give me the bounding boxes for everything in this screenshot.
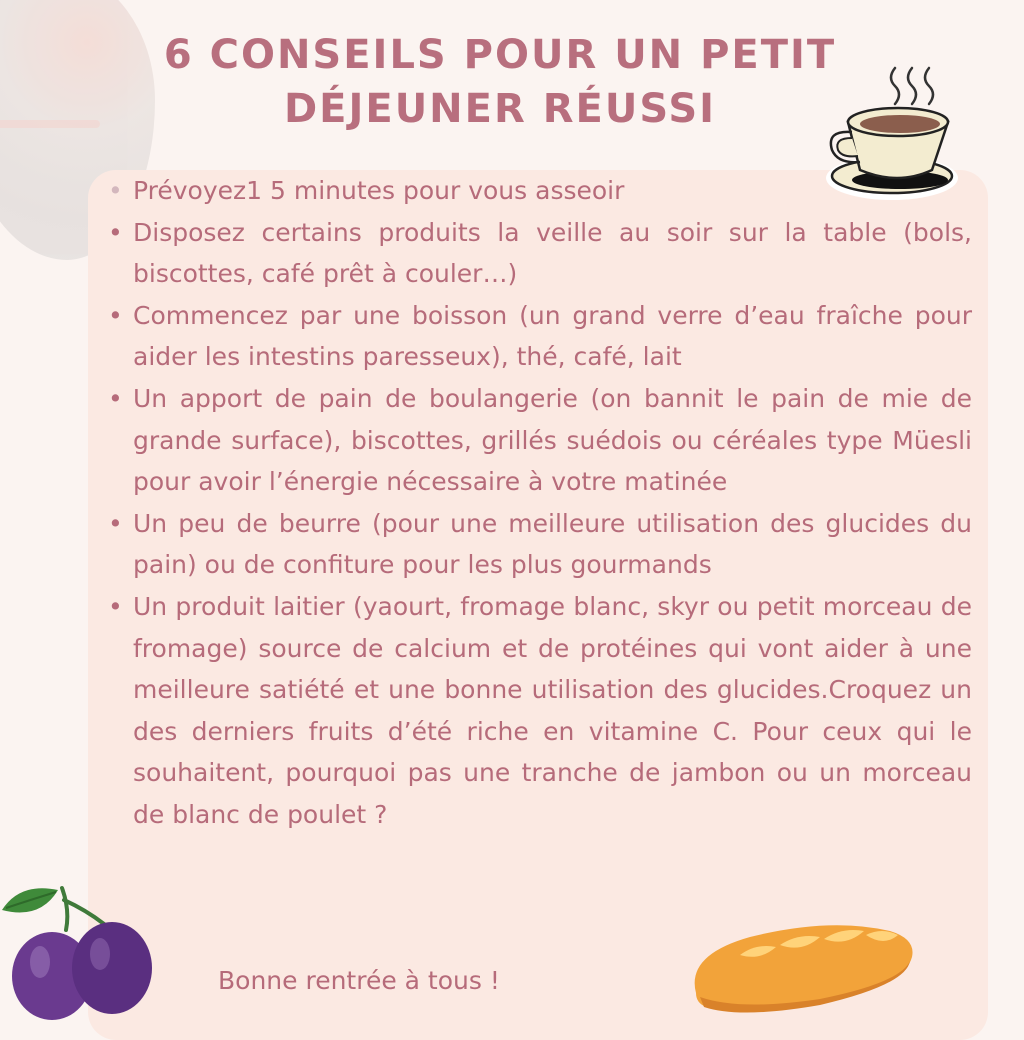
bullet: • [108,300,123,330]
closing-message: Bonne rentrée à tous ! [218,966,500,995]
list-item [108,212,972,295]
list-item [108,503,972,586]
list-item [108,586,972,836]
bullet: • [108,508,123,538]
tip-text: Commencez par une boisson (un grand verre d’eau fraîche pour aider les intestins paresseux), thé, café, lait [133,300,972,372]
list-item [108,378,972,503]
tip-text: Prévoyez1 5 minutes pour vous asseoir [133,176,625,205]
page-title [120,28,880,136]
tip-text: Un peu de beurre (pour une meilleure utilisation des glucides du pain) ou de confiture pour les plus gourmands [133,508,972,580]
tip-text: Disposez certains produits la veille au soir sur la table (bols, biscottes, café prêt à couler…) [133,217,972,289]
bullet: • [108,383,123,413]
list-item [108,295,972,378]
bullet: • [108,591,123,621]
plums-icon [0,880,160,1024]
title-line-2: DÉJEUNER RÉUSSI [283,86,717,132]
tips-list [108,170,972,836]
bread-loaf-icon [680,915,920,1019]
title-line-1: 6 CONSEILS POUR UN PETIT [163,32,837,78]
tip-text: Un apport de pain de boulangerie (on bannit le pain de mie de grande surface), biscottes, grillés suédois ou céréales type Müesli pour avoir l’énergie nécessaire à votre matinée [133,383,972,497]
tip-text: Un produit laitier (yaourt, fromage blanc, skyr ou petit morceau de fromage) source de calcium et de protéines qui vont aider à une meilleure satiété et une bonne utilisation des glucides.Croquez un des derniers fruits d’été riche en vitamine C. Pour ceux qui le souhaitent, pourquoi pas une tranche de jambon ou un morceau de blanc de poulet ? [133,591,972,829]
bullet: • [108,217,123,247]
bullet: • [108,176,123,205]
list-item [108,170,972,212]
